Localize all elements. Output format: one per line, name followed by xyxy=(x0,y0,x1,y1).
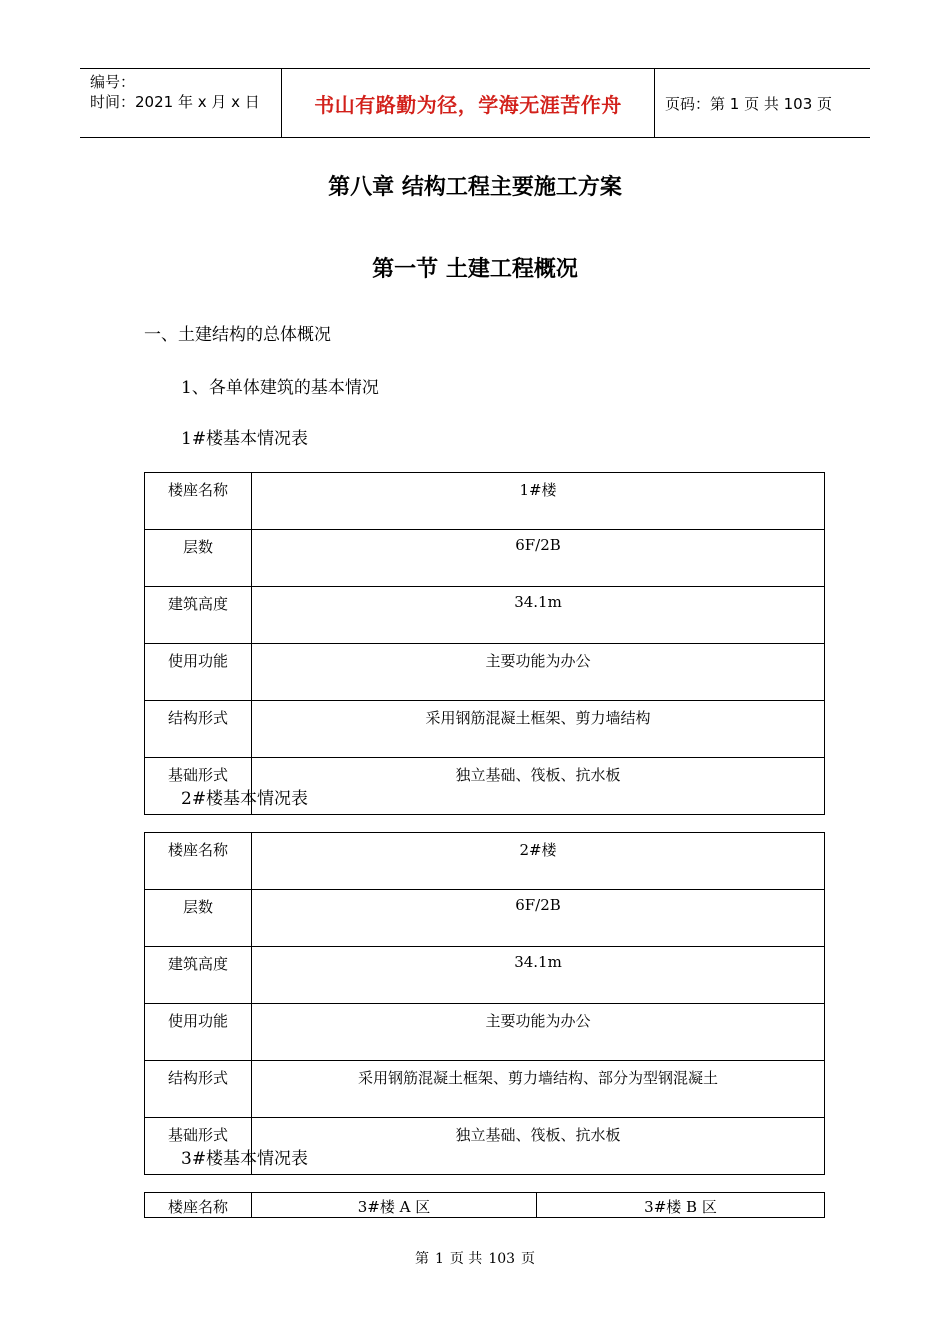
table-row xyxy=(145,833,825,890)
header-page-label: 页码：第 1 页 共 103 页 xyxy=(665,94,833,113)
header-motto-cell xyxy=(281,69,655,137)
table-cell-key: 使用功能 xyxy=(145,644,252,701)
table-cell-value: 独立基础、筏板、抗水板 xyxy=(252,1118,825,1175)
table-cell-value: 主要功能为办公 xyxy=(252,644,825,701)
table-cell-value: 1#楼 xyxy=(252,473,825,530)
heading-level-2: 1、各单体建筑的基本情况 xyxy=(181,378,379,398)
table-cell-value: 采用钢筋混凝土框架、剪力墙结构、部分为型钢混凝土 xyxy=(252,1061,825,1118)
table-cell-key: 层数 xyxy=(145,530,252,587)
heading-level-1: 一、土建结构的总体概况 xyxy=(144,325,331,345)
table-row xyxy=(145,644,825,701)
table-cell-key: 建筑高度 xyxy=(145,947,252,1004)
table-cell-key: 楼座名称 xyxy=(145,833,252,890)
date-label: 时间：2021 年 x 月 x 日 xyxy=(90,93,260,111)
table3 xyxy=(144,1192,825,1218)
footer-page-number: 1 xyxy=(434,1251,444,1267)
table-cell-key: 基础形式 xyxy=(145,1118,252,1175)
table-cell-value: 采用钢筋混凝土框架、剪力墙结构 xyxy=(252,701,825,758)
table-cell-key: 楼座名称 xyxy=(145,1193,252,1218)
table-row xyxy=(145,1004,825,1061)
page-header xyxy=(80,68,870,138)
table-cell-value-b: 3#楼 B 区 xyxy=(537,1193,825,1218)
footer-prefix: 第 xyxy=(414,1251,429,1267)
table-cell-key: 结构形式 xyxy=(145,701,252,758)
table2-caption: 2#楼基本情况表 xyxy=(181,789,309,809)
header-meta xyxy=(80,69,281,137)
table-row xyxy=(145,473,825,530)
header-motto: 书山有路勤为径，学海无涯苦作舟 xyxy=(314,92,622,117)
table1 xyxy=(144,472,825,815)
table-cell-value: 独立基础、筏板、抗水板 xyxy=(252,758,825,815)
page-footer xyxy=(0,1248,950,1268)
table-row xyxy=(145,587,825,644)
table-row xyxy=(145,1193,825,1218)
table-cell-key: 建筑高度 xyxy=(145,587,252,644)
table-row xyxy=(145,1061,825,1118)
table-cell-value: 34.1m xyxy=(252,947,825,1004)
footer-mid: 页 共 xyxy=(449,1251,483,1267)
footer-suffix: 页 xyxy=(521,1251,536,1267)
header-page-cell xyxy=(655,69,870,137)
table-row xyxy=(145,890,825,947)
serial-label: 编号： xyxy=(90,73,136,91)
table-cell-key: 层数 xyxy=(145,890,252,947)
table-cell-value: 6F/2B xyxy=(252,890,825,947)
table1-caption: 1#楼基本情况表 xyxy=(181,429,309,449)
section-title: 第一节 土建工程概况 xyxy=(372,257,578,282)
table-row xyxy=(145,701,825,758)
table-cell-key: 结构形式 xyxy=(145,1061,252,1118)
table-cell-key: 楼座名称 xyxy=(145,473,252,530)
table-row xyxy=(145,947,825,1004)
table-cell-value: 6F/2B xyxy=(252,530,825,587)
table-cell-value: 主要功能为办公 xyxy=(252,1004,825,1061)
table-row xyxy=(145,530,825,587)
chapter-title: 第八章 结构工程主要施工方案 xyxy=(328,175,622,200)
table-cell-value: 2#楼 xyxy=(252,833,825,890)
table-cell-key: 基础形式 xyxy=(145,758,252,815)
table-cell-key: 使用功能 xyxy=(145,1004,252,1061)
table2 xyxy=(144,832,825,1175)
footer-total-pages: 103 xyxy=(488,1251,516,1267)
table3-caption: 3#楼基本情况表 xyxy=(181,1149,309,1169)
table-cell-value: 34.1m xyxy=(252,587,825,644)
table-cell-value-a: 3#楼 A 区 xyxy=(252,1193,537,1218)
